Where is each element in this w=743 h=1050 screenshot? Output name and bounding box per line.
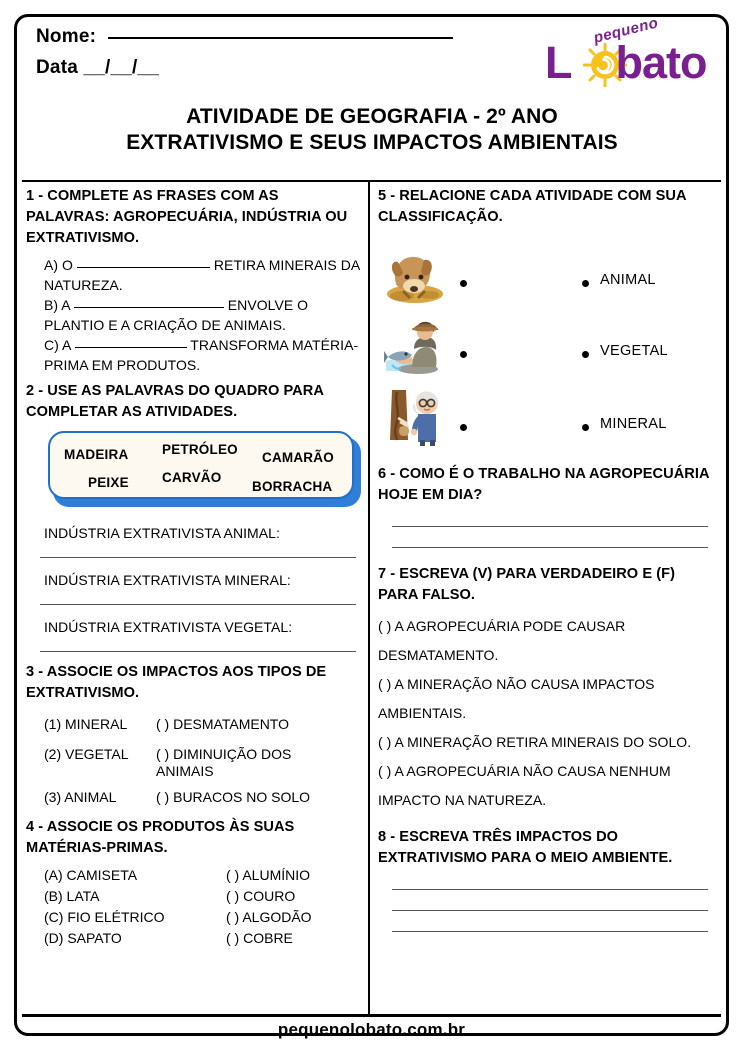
q3-right-item-3[interactable]: ( ) BURACOS NO SOLO [156,789,311,805]
page-title [24,104,720,156]
question-1-body [26,255,366,375]
q4-left-item-1: (A) CAMISETA [44,867,138,883]
pequeno-lobato-logo [539,14,714,100]
q5-label-animal: ANIMAL [600,272,656,288]
word-bank-box [48,431,358,503]
question-2-answer-line-2[interactable] [40,604,356,605]
question-3-row-1 [26,714,366,734]
q1b-prefix: B) A [44,297,70,313]
logo-top-word: pequeno [591,14,661,47]
q5-connector-dot-right-1[interactable] [582,280,589,287]
question-4-row-4 [26,928,366,948]
rubber-tapper-picture [384,388,446,450]
question-6-answer-line-1[interactable] [392,526,708,527]
question-2-answer-line-1[interactable] [40,557,356,558]
question-4-row-3 [26,907,366,927]
q4-right-item-1[interactable]: ( ) ALUMÍNIO [226,867,311,883]
question-8-answer-line-2[interactable] [392,910,708,911]
student-name-row [36,26,453,48]
question-2-prompt-vegetal: INDÚSTRIA EXTRATIVISTA VEGETAL: [44,619,293,635]
name-write-line[interactable] [108,37,453,39]
q5-label-vegetal: VEGETAL [600,343,668,359]
word-bank-item-carvao[interactable]: CARVÃO [162,470,222,485]
question-1-heading: 1 - COMPLETE AS FRASES COM AS PALAVRAS: AGROPECUÁRIA, INDÚSTRIA OU EXTRATIVISMO. [26,188,348,246]
q3-right-item-2-line2: ANIMAIS [156,763,214,779]
question-4-row-2 [26,886,366,906]
worksheet-header [24,14,720,94]
question-2-answer-line-3[interactable] [40,651,356,652]
word-bank-item-camarao[interactable]: CAMARÃO [262,450,334,465]
question-6-answer-line-2[interactable] [392,547,708,548]
q3-left-item-2: (2) VEGETAL [44,746,129,762]
q3-left-item-1: (1) MINERAL [44,716,128,732]
question-5-row-3 [378,388,718,452]
q3-right-item-1[interactable]: ( ) DESMATAMENTO [156,716,289,732]
question-1-item-c [44,335,366,375]
right-column [378,186,718,932]
left-column [26,186,366,948]
question-1-item-b [44,295,366,335]
question-8-answer-line-1[interactable] [392,889,708,890]
column-divider [368,182,370,1014]
q5-connector-dot-left-3[interactable] [460,424,467,431]
q1c-blank[interactable] [75,347,187,348]
question-3-row-2 [26,744,366,779]
logo-letter-l: L [545,37,572,88]
q5-connector-dot-right-3[interactable] [582,424,589,431]
q4-right-item-4[interactable]: ( ) COBRE [226,930,293,946]
question-2-prompt-mineral: INDÚSTRIA EXTRATIVISTA MINERAL: [44,572,291,588]
question-4-heading: 4 - ASSOCIE OS PRODUTOS ÀS SUAS MATÉRIAS-PRIMAS. [26,819,295,856]
logo-word-bato: bato [615,37,707,88]
question-2-heading: 2 - USE AS PALAVRAS DO QUADRO PARA COMPLETAR AS ATIVIDADES. [26,383,324,420]
title-line-2: EXTRATIVISMO E SEUS IMPACTOS AMBIENTAIS [126,131,618,154]
question-5-heading: 5 - RELACIONE CADA ATIVIDADE COM SUA CLASSIFICAÇÃO. [378,188,687,225]
q3-right-item-2-line1: ( ) DIMINUIÇÃO DOS [156,746,292,762]
word-bank-item-peixe[interactable]: PEIXE [88,475,129,490]
question-7-item-3[interactable]: ( ) A MINERAÇÃO RETIRA MINERAIS DO SOLO. [378,734,692,750]
q5-connector-dot-left-2[interactable] [460,351,467,358]
q5-connector-dot-left-1[interactable] [460,280,467,287]
question-3-heading: 3 - ASSOCIE OS IMPACTOS AOS TIPOS DE EXTRATIVISMO. [26,664,327,701]
q4-right-item-2[interactable]: ( ) COURO [226,888,296,904]
q1a-blank[interactable] [77,267,210,268]
question-5-matching-area [378,242,718,454]
question-2-prompt-animal: INDÚSTRIA EXTRATIVISTA ANIMAL: [44,525,280,541]
q1a-suffix: RETIRA MINERAIS DA NATUREZA. [44,257,360,293]
q1c-prefix: C) A [44,337,71,353]
footer-divider [22,1014,721,1017]
question-5-row-2 [378,315,718,379]
question-1-item-a [44,255,366,295]
name-label: Nome: [36,26,97,47]
q1b-suffix: ENVOLVE O PLANTIO E A CRIAÇÃO DE ANIMAIS. [44,297,309,333]
word-bank-panel [48,431,354,499]
word-bank-item-borracha[interactable]: BORRACHA [252,479,333,494]
question-8-heading: 8 - ESCREVA TRÊS IMPACTOS DO EXTRATIVISMO PARA O MEIO AMBIENTE. [378,829,673,866]
dog-digging-picture [384,244,446,306]
title-divider [22,180,721,182]
title-line-1: ATIVIDADE DE GEOGRAFIA - 2º ANO [186,105,558,128]
footer-site-url[interactable]: pequenolobato.com.br [277,1020,466,1039]
question-7-item-4[interactable]: ( ) A AGROPECUÁRIA NÃO CAUSA NENHUM IMPACTO NA NATUREZA. [378,763,671,808]
q4-left-item-4: (D) SAPATO [44,930,122,946]
q1a-prefix: A) O [44,257,73,273]
question-4-row-1 [26,865,366,885]
q3-right-item-2[interactable] [156,744,366,779]
q4-left-item-3: (C) FIO ELÉTRICO [44,909,165,925]
date-label[interactable]: Data __/__/__ [36,57,160,78]
question-7-heading: 7 - ESCREVA (V) PARA VERDADEIRO E (F) PARA FALSO. [378,566,675,603]
q1b-blank[interactable] [74,307,224,308]
word-bank-item-petroleo[interactable]: PETRÓLEO [162,442,238,457]
q1c-suffix: TRANSFORMA MATÉRIA-PRIMA EM PRODUTOS. [44,337,359,373]
q4-left-item-2: (B) LATA [44,888,100,904]
q5-label-mineral: MINERAL [600,416,667,432]
question-5-row-1 [378,244,718,308]
word-bank-item-madeira[interactable]: MADEIRA [64,447,129,462]
question-7-items [378,612,718,815]
fisherman-picture [384,315,446,377]
question-3-row-3 [26,787,366,807]
q4-right-item-3[interactable]: ( ) ALGODÃO [226,909,312,925]
q3-left-item-3: (3) ANIMAL [44,789,117,805]
question-7-item-1[interactable]: ( ) A AGROPECUÁRIA PODE CAUSAR DESMATAMENTO. [378,618,626,663]
q5-connector-dot-right-2[interactable] [582,351,589,358]
logo-main-word [545,38,707,88]
question-7-item-2[interactable]: ( ) A MINERAÇÃO NÃO CAUSA IMPACTOS AMBIENTAIS. [378,676,655,721]
question-6-heading: 6 - COMO É O TRABALHO NA AGROPECUÁRIA HOJE EM DIA? [378,466,710,503]
question-8-answer-line-3[interactable] [392,931,708,932]
